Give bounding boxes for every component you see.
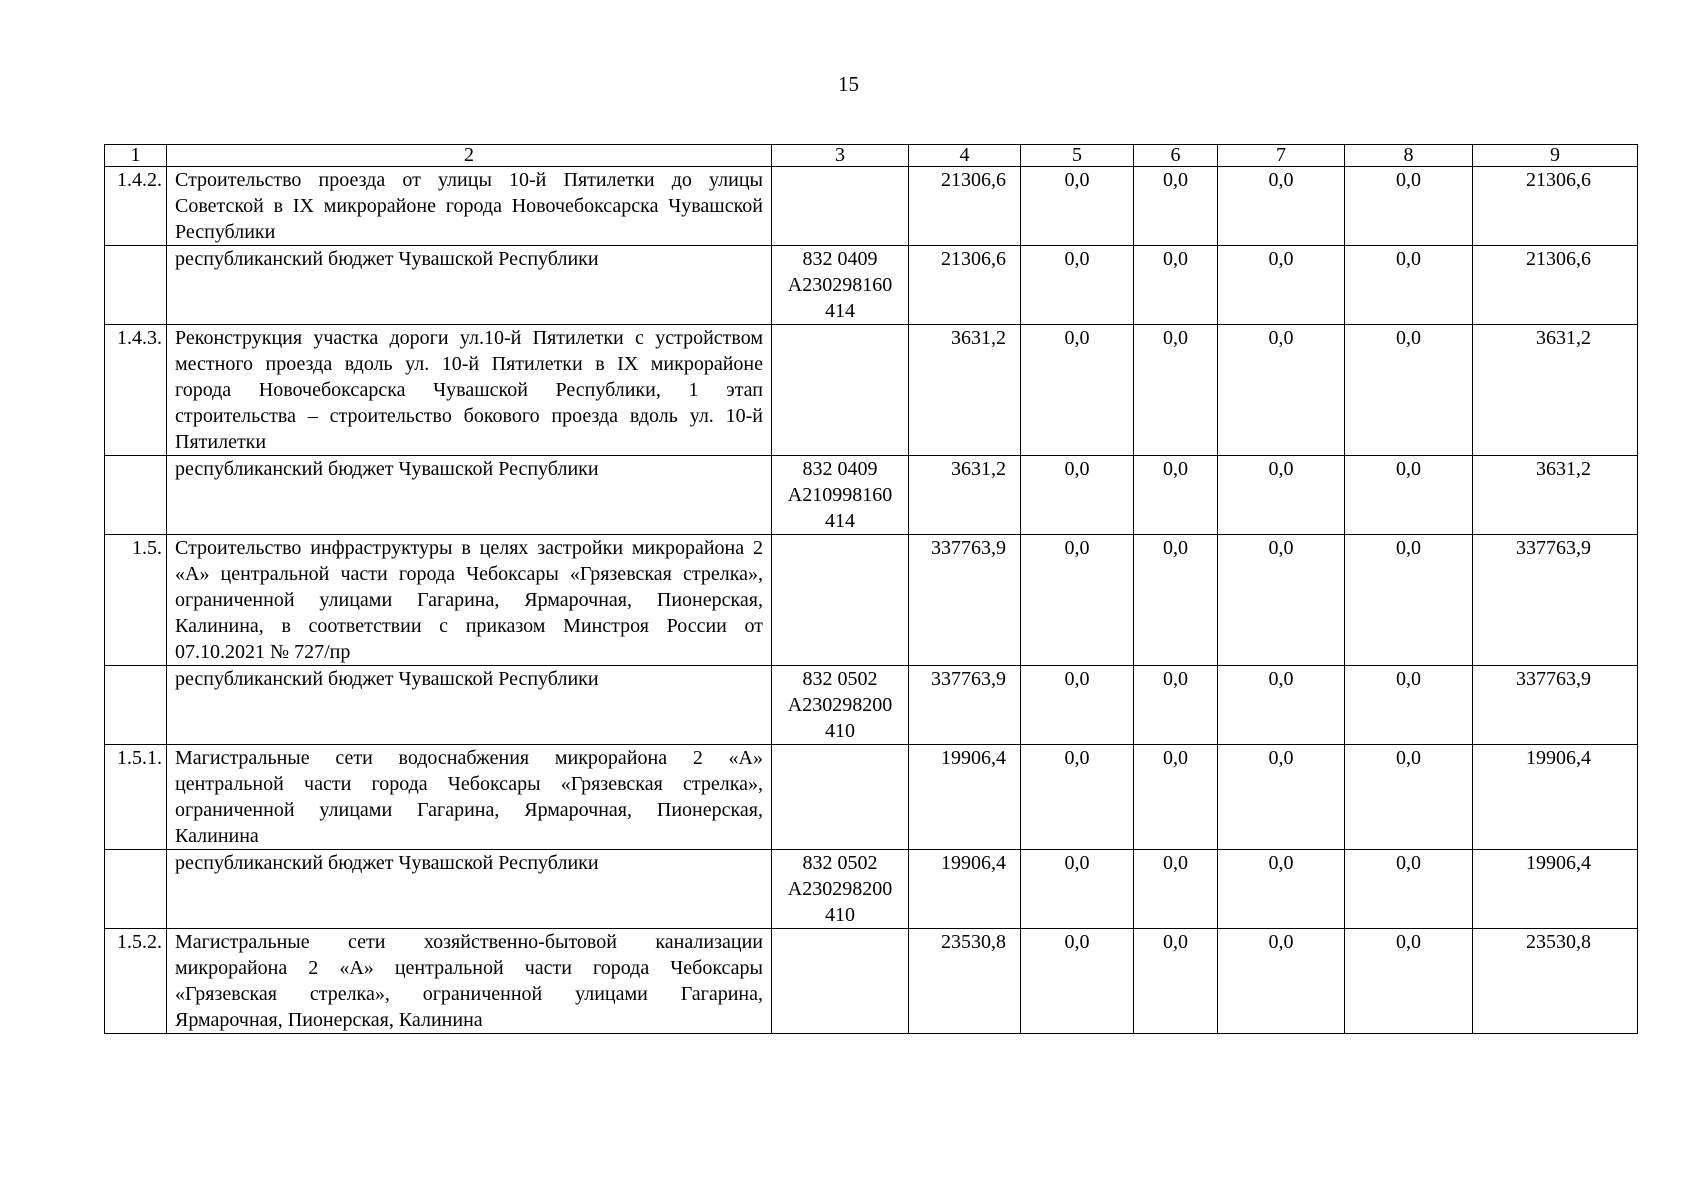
row-name-cell: Реконструкция участка дороги ул.10-й Пятилетки с устройством местного проезда вдоль ул. 10-й Пятилетки в IX микрорайоне города Новочебоксарска Чувашской Республики, 1 этап строительства – строительство бокового проезда вдоль ул. 10-й Пятилетки [167,325,772,456]
row-number-cell: 1.5.2. [105,929,167,1034]
table-row [105,666,1638,745]
table-row [105,850,1638,929]
row-value-col-7: 0,0 [1218,167,1345,246]
row-value-col-8: 0,0 [1345,167,1473,246]
header-col-8: 8 [1345,145,1473,167]
budget-code-line: А230298160 [787,274,893,296]
row-value-col-8: 0,0 [1345,850,1473,929]
row-value-col-7: 0,0 [1218,325,1345,456]
budget-code-line: 832 0409 [802,458,878,480]
header-col-6: 6 [1134,145,1218,167]
row-value-col-5: 0,0 [1021,666,1134,745]
row-value-col-9: 21306,6 [1473,246,1638,325]
budget-code-line: А210998160 [787,484,893,506]
row-value-col-5: 0,0 [1021,850,1134,929]
row-value-col-6: 0,0 [1134,535,1218,666]
row-value-col-5: 0,0 [1021,325,1134,456]
row-value-col-7: 0,0 [1218,745,1345,850]
row-value-col-5: 0,0 [1021,745,1134,850]
row-value-col-8: 0,0 [1345,325,1473,456]
row-name-cell: республиканский бюджет Чувашской Республики [167,850,772,929]
row-value-col-9: 19906,4 [1473,745,1638,850]
row-value-col-7: 0,0 [1218,535,1345,666]
row-value-col-7: 0,0 [1218,666,1345,745]
header-col-1: 1 [105,145,167,167]
row-code-cell [772,535,909,666]
row-value-col-6: 0,0 [1134,167,1218,246]
row-number-cell [105,850,167,929]
header-col-9: 9 [1473,145,1638,167]
row-code-cell [772,246,909,325]
row-value-col-9: 337763,9 [1473,666,1638,745]
row-value-col-8: 0,0 [1345,246,1473,325]
row-name-cell: Строительство проезда от улицы 10-й Пятилетки до улицы Советской в IX микрорайоне города Новочебоксарска Чувашской Республики [167,167,772,246]
table-row [105,535,1638,666]
row-value-col-6: 0,0 [1134,850,1218,929]
row-value-col-7: 0,0 [1218,929,1345,1034]
row-value-col-4: 19906,4 [909,850,1021,929]
row-value-col-5: 0,0 [1021,929,1134,1034]
table-row [105,246,1638,325]
page-number: 15 [838,72,859,96]
row-value-col-9: 3631,2 [1473,325,1638,456]
table-row [105,929,1638,1034]
row-code-cell [772,167,909,246]
row-value-col-8: 0,0 [1345,666,1473,745]
row-code-cell [772,745,909,850]
budget-code-line: 832 0502 [802,852,878,874]
budget-code-line: 414 [825,510,855,532]
row-value-col-6: 0,0 [1134,745,1218,850]
header-col-2: 2 [167,145,772,167]
row-name-cell: республиканский бюджет Чувашской Республики [167,246,772,325]
row-name-cell: республиканский бюджет Чувашской Республики [167,666,772,745]
row-value-col-4: 337763,9 [909,535,1021,666]
row-value-col-9: 3631,2 [1473,456,1638,535]
row-number-cell [105,246,167,325]
row-value-col-4: 337763,9 [909,666,1021,745]
row-value-col-6: 0,0 [1134,929,1218,1034]
row-value-col-4: 21306,6 [909,167,1021,246]
row-value-col-6: 0,0 [1134,456,1218,535]
row-code-cell [772,325,909,456]
row-number-cell: 1.4.3. [105,325,167,456]
row-code-cell [772,929,909,1034]
row-value-col-5: 0,0 [1021,456,1134,535]
budget-code-line: А230298200 [787,694,893,716]
row-name-cell: Магистральные сети водоснабжения микрорайона 2 «А» центральной части города Чебоксары «Грязевская стрелка», ограниченной улицами Гагарина, Ярмарочная, Пионерская, Калинина [167,745,772,850]
budget-table [104,144,1638,1034]
row-value-col-9: 23530,8 [1473,929,1638,1034]
row-value-col-6: 0,0 [1134,246,1218,325]
table-row [105,456,1638,535]
row-number-cell [105,666,167,745]
row-code-cell [772,850,909,929]
row-value-col-7: 0,0 [1218,246,1345,325]
header-col-5: 5 [1021,145,1134,167]
row-value-col-5: 0,0 [1021,167,1134,246]
row-name-cell: республиканский бюджет Чувашской Республики [167,456,772,535]
row-value-col-7: 0,0 [1218,456,1345,535]
row-value-col-9: 21306,6 [1473,167,1638,246]
row-value-col-4: 3631,2 [909,325,1021,456]
row-number-cell: 1.5.1. [105,745,167,850]
row-value-col-9: 337763,9 [1473,535,1638,666]
table-row [105,167,1638,246]
row-value-col-8: 0,0 [1345,535,1473,666]
header-row [105,145,1638,167]
row-value-col-6: 0,0 [1134,325,1218,456]
budget-code-line: 832 0502 [802,668,878,690]
row-value-col-8: 0,0 [1345,456,1473,535]
row-value-col-4: 19906,4 [909,745,1021,850]
header-col-7: 7 [1218,145,1345,167]
table-header [105,145,1638,167]
row-value-col-8: 0,0 [1345,745,1473,850]
row-number-cell: 1.4.2. [105,167,167,246]
row-value-col-4: 23530,8 [909,929,1021,1034]
row-value-col-4: 21306,6 [909,246,1021,325]
row-name-cell: Магистральные сети хозяйственно-бытовой канализации микрорайона 2 «А» центральной части города Чебоксары «Грязевская стрелка», ограниченной улицами Гагарина, Ярмарочная, Пионерская, Калинина [167,929,772,1034]
table-body [105,167,1638,1034]
row-number-cell [105,456,167,535]
budget-code-line: А230298200 [787,878,893,900]
row-value-col-5: 0,0 [1021,535,1134,666]
row-value-col-9: 19906,4 [1473,850,1638,929]
row-value-col-5: 0,0 [1021,246,1134,325]
header-col-3: 3 [772,145,909,167]
row-number-cell: 1.5. [105,535,167,666]
budget-code-line: 410 [825,904,855,926]
budget-code-line: 414 [825,300,855,322]
row-value-col-8: 0,0 [1345,929,1473,1034]
table-row [105,325,1638,456]
budget-code-line: 410 [825,720,855,742]
table-row [105,745,1638,850]
row-name-cell: Строительство инфраструктуры в целях застройки микрорайона 2 «А» центральной части города Чебоксары «Грязевская стрелка», ограниченной улицами Гагарина, Ярмарочная, Пионерская, Калинина, в соответствии с приказом Минстроя России от 07.10.2021 № 727/пр [167,535,772,666]
row-code-cell [772,456,909,535]
budget-code-line: 832 0409 [802,248,878,270]
row-value-col-4: 3631,2 [909,456,1021,535]
row-code-cell [772,666,909,745]
row-value-col-7: 0,0 [1218,850,1345,929]
row-value-col-6: 0,0 [1134,666,1218,745]
header-col-4: 4 [909,145,1021,167]
